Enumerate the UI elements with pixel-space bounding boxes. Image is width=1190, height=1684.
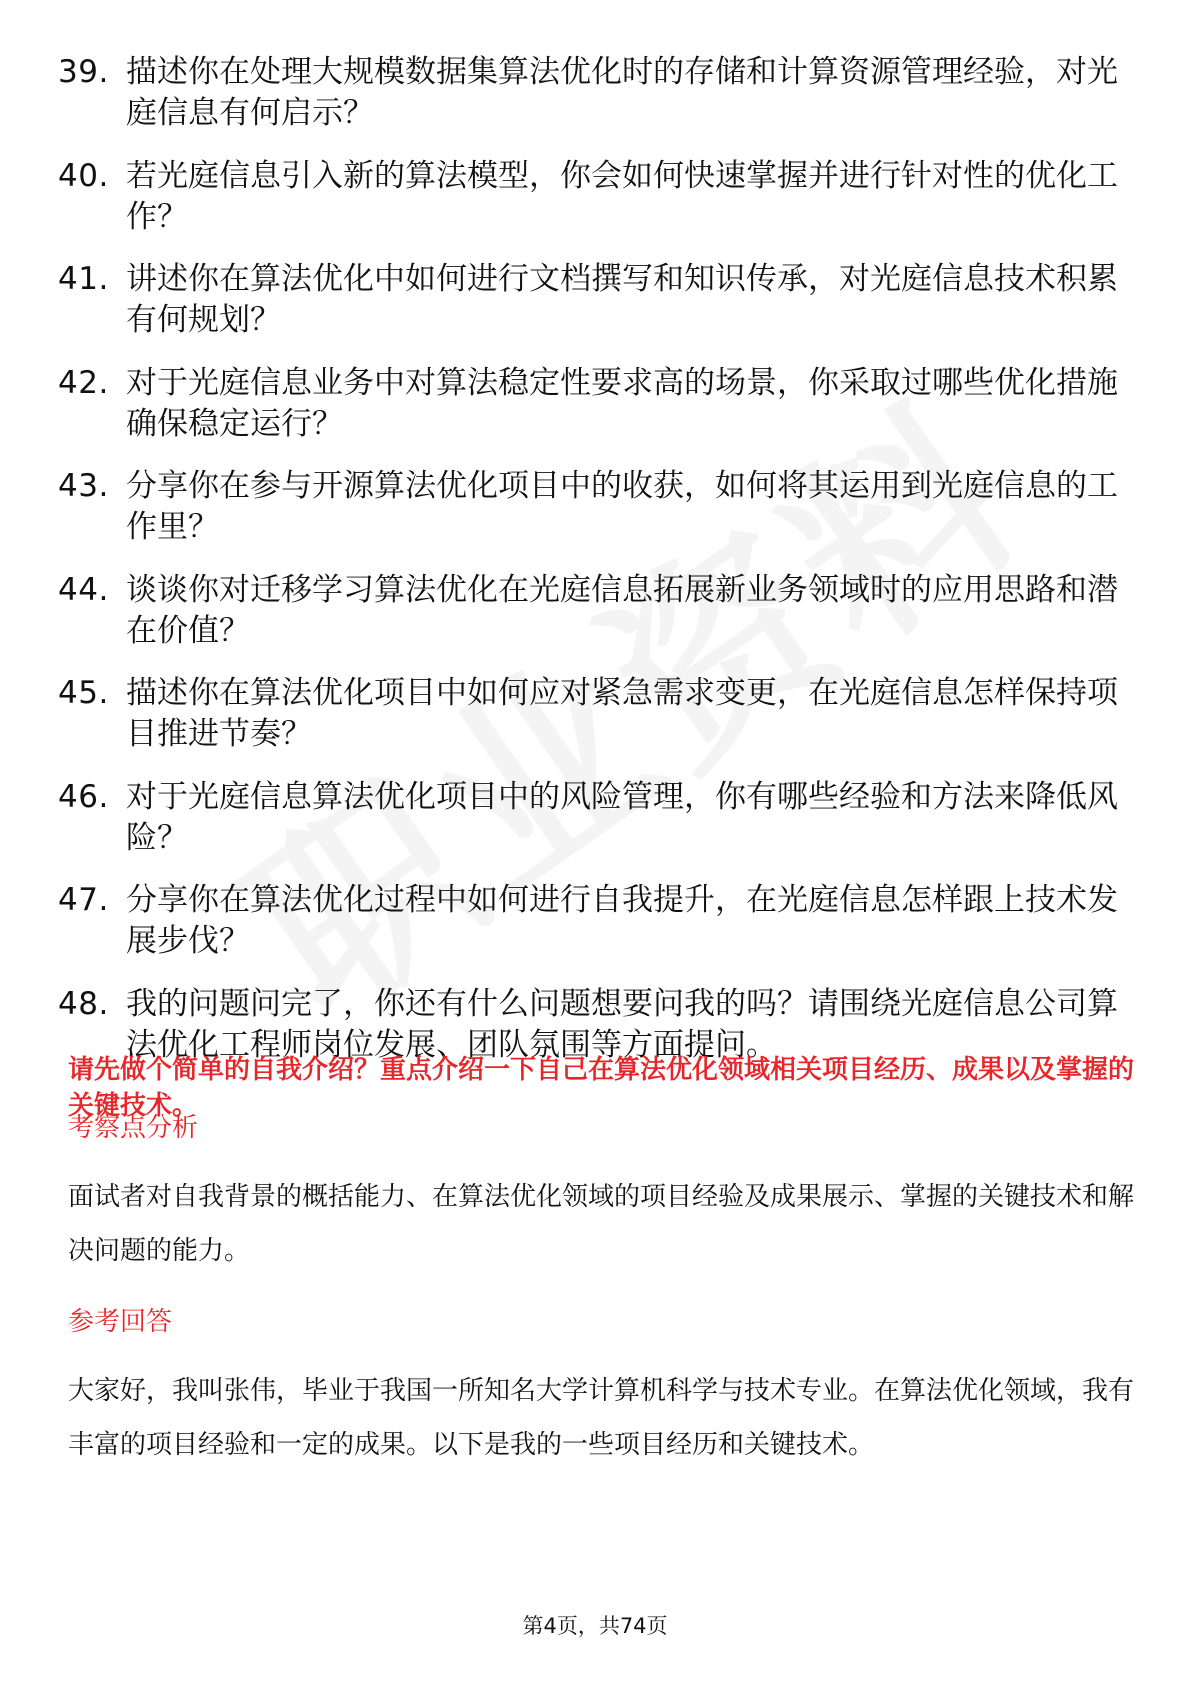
question-item	[58, 52, 1138, 134]
question-text: 分享你在算法优化过程中如何进行自我提升，在光庭信息怎样跟上技术发展步伐？	[126, 882, 1118, 959]
question-item	[58, 156, 1138, 238]
analysis-text: 面试者对自我背景的概括能力、在算法优化领域的项目经验及成果展示、掌握的关键技术和解决问题的能力。	[68, 1182, 1135, 1266]
question-item	[58, 570, 1138, 652]
question-text: 讲述你在算法优化中如何进行文档撰写和知识传承，对光庭信息技术积累有何规划？	[126, 261, 1118, 338]
question-number: 44.	[58, 571, 109, 608]
answer-heading: 参考回答	[68, 1307, 173, 1337]
question-number: 40.	[58, 157, 109, 194]
question-text: 分享你在参与开源算法优化项目中的收获，如何将其运用到光庭信息的工作里？	[126, 468, 1118, 545]
question-text: 我的问题问完了，你还有什么问题想要问我的吗？请围绕光庭信息公司算法优化工程师岗位发展、团队氛围等方面提问。	[126, 985, 1118, 1063]
question-text: 对于光庭信息业务中对算法稳定性要求高的场景，你采取过哪些优化措施确保稳定运行？	[126, 364, 1118, 442]
question-number: 43.	[58, 468, 109, 504]
page-footer: 第4页，共74页	[522, 1614, 668, 1638]
question-number: 41.	[58, 261, 109, 297]
question-item	[58, 880, 1138, 962]
question-text: 谈谈你对迁移学习算法优化在光庭信息拓展新业务领域时的应用思路和潜在价值？	[126, 571, 1118, 649]
question-text: 描述你在处理大规模数据集算法优化时的存储和计算资源管理经验，对光庭信息有何启示？	[126, 54, 1118, 131]
question-item	[58, 466, 1138, 548]
question-item	[58, 259, 1138, 341]
question-text: 若光庭信息引入新的算法模型，你会如何快速掌握并进行针对性的优化工作？	[126, 157, 1118, 235]
question-item	[58, 673, 1138, 755]
question-number: 39.	[58, 54, 109, 90]
question-number: 45.	[58, 675, 109, 711]
question-text: 描述你在算法优化项目中如何应对紧急需求变更，在光庭信息怎样保持项目推进节奏？	[126, 675, 1118, 752]
question-number: 48.	[58, 985, 109, 1022]
question-item	[58, 777, 1138, 859]
question-list	[58, 52, 1138, 1087]
highlight-question: 请先做个简单的自我介绍？重点介绍一下自己在算法优化领域相关项目经历、成果以及掌握的关键技术。	[68, 1055, 1135, 1121]
question-number: 46.	[58, 778, 109, 815]
question-text: 对于光庭信息算法优化项目中的风险管理，你有哪些经验和方法来降低风险？	[126, 778, 1118, 856]
question-item	[58, 363, 1138, 445]
analysis-heading: 考察点分析	[68, 1113, 199, 1143]
question-number: 47.	[58, 882, 109, 918]
answer-text: 大家好，我叫张伟，毕业于我国一所知名大学计算机科学与技术专业。在算法优化领域，我有丰富的项目经验和一定的成果。以下是我的一些项目经历和关键技术。	[68, 1376, 1135, 1460]
question-number: 42.	[58, 364, 109, 401]
